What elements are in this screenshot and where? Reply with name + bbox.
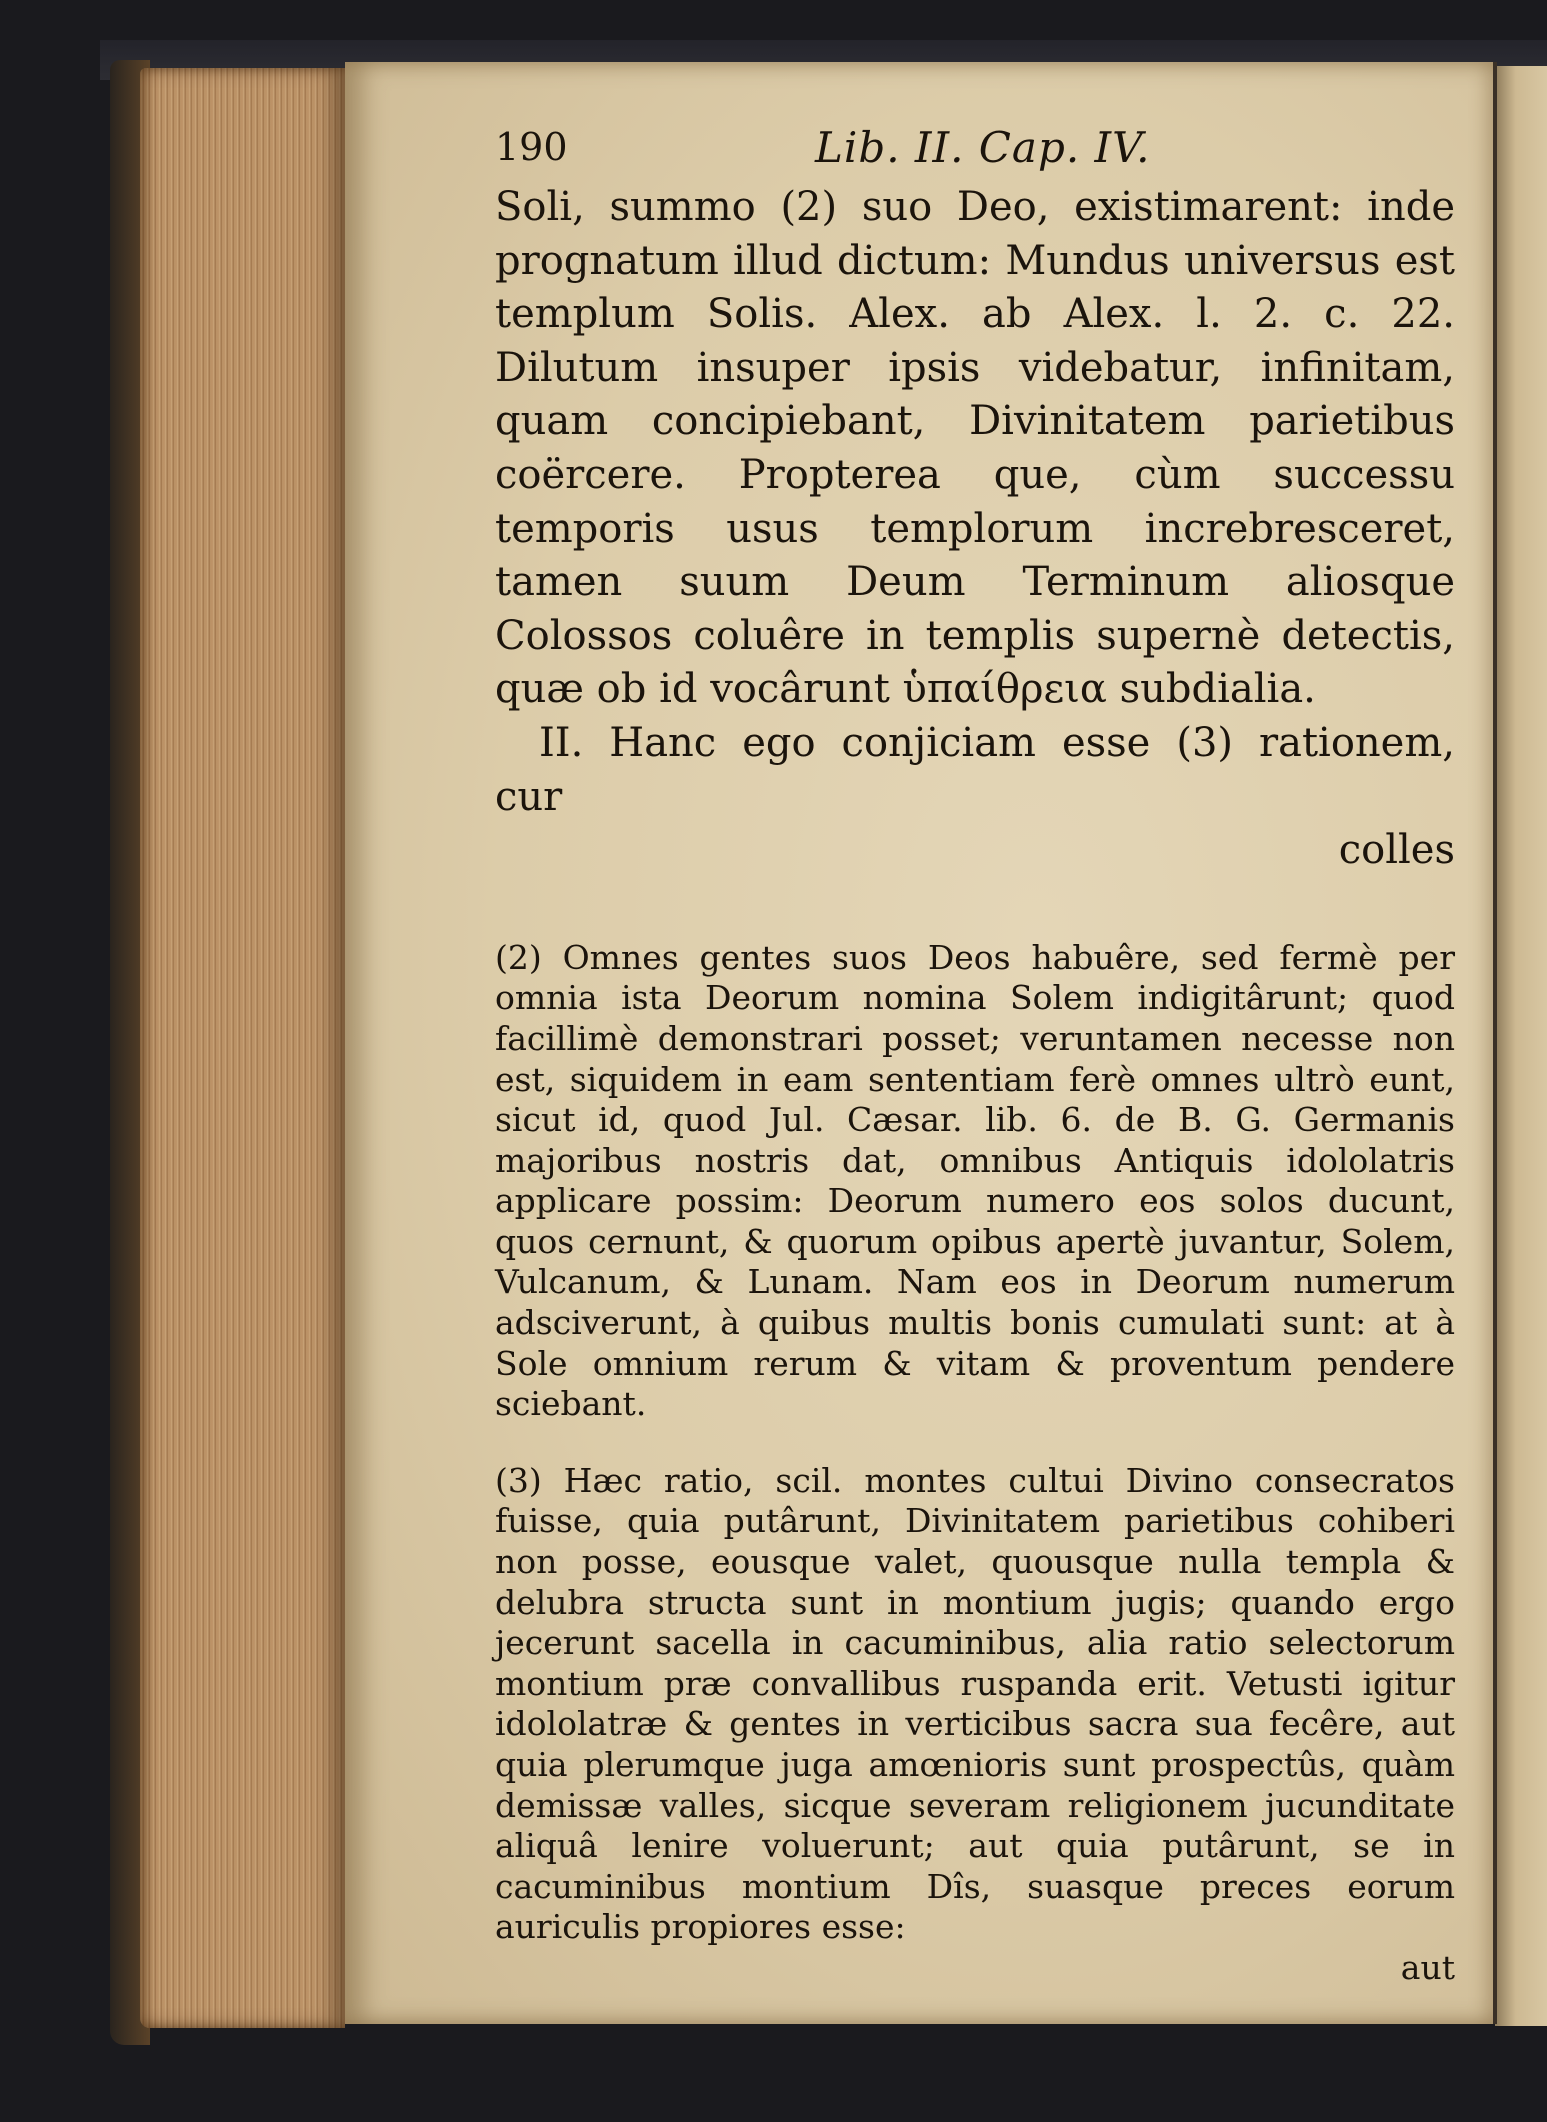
main-paragraph-2: II. Hanc ego conjiciam esse (3) rationem, cur [495,719,1455,820]
running-head: Lib. II. Cap. IV. [815,123,1151,172]
catchword: colles [1338,827,1455,874]
page-gutter [1493,62,1497,2024]
footnote-2: (2) Omnes gentes suos Deos habuêre, sed fermè per omnia ista Deorum nomina Solem indigitârunt; quod facillimè demonstrari posset; veruntamen necesse non est, siquidem in eam sententiam ferè omnes ultrò eunt, sicut id, quod Jul. Cæsar. lib. 6. de B. G. Germanis majoribus nostris dat, omnibus Antiquis idololatris applicare possim: Deorum numero eos solos ducunt, quos cernunt, & quorum opibus apertè juvantur, Solem, Vulcanum, & Lunam. Nam eos in Deorum numerum adsciverunt, à quibus multis bonis cumulati sunt: at à Sole omnium rerum & vitam & proventum pendere sciebant. [495,937,1455,1424]
page-text-block [495,115,1455,1989]
page-number: 190 [495,125,568,169]
main-paragraph-1: Soli, summo (2) suo Deo, existimarent: inde prognatum illud dictum: Mundus universus est templum Solis. Alex. ab Alex. l. 2. c. 22. Dilutum insuper ipsis videbatur, infinitam, quam concipiebant, Divinitatem parietibus coërcere. Propterea que, cùm successu temporis usus templorum increbresceret, tamen suum Deum Terminum aliosque Colossos coluêre in templis supernè detectis, quæ ob id vocârunt ὑπαίθρεια subdialia. [495,184,1455,713]
facing-page-edge [1495,66,1547,2026]
page-edges [140,68,345,2028]
footnote-3: (3) Hæc ratio, scil. montes cultui Divino consecratos fuisse, quia putârunt, Divinitatem parietibus cohiberi non posse, eousque valet, quousque nulla templa & delubra structa sunt in montium jugis; quando ergo jecerunt sacella in cacuminibus, alia ratio selectorum montium præ convallibus ruspanda erit. Vetusti igitur idololatræ & gentes in verticibus sacra sua fecêre, aut quia plerumque juga amœnioris sunt prospectûs, quàm demissæ valles, sicque severam religionem jucunditate aliquâ lenire voluerunt; aut quia putârunt, se in cacuminibus montium Dîs, suasque preces eorum auriculis propiores esse: [495,1460,1455,1947]
footnotes [495,938,1455,1989]
footnote-gap [495,1425,1455,1461]
page-header [495,115,1455,181]
footnote-catchword: aut [1400,1947,1455,1987]
main-text [495,181,1455,878]
